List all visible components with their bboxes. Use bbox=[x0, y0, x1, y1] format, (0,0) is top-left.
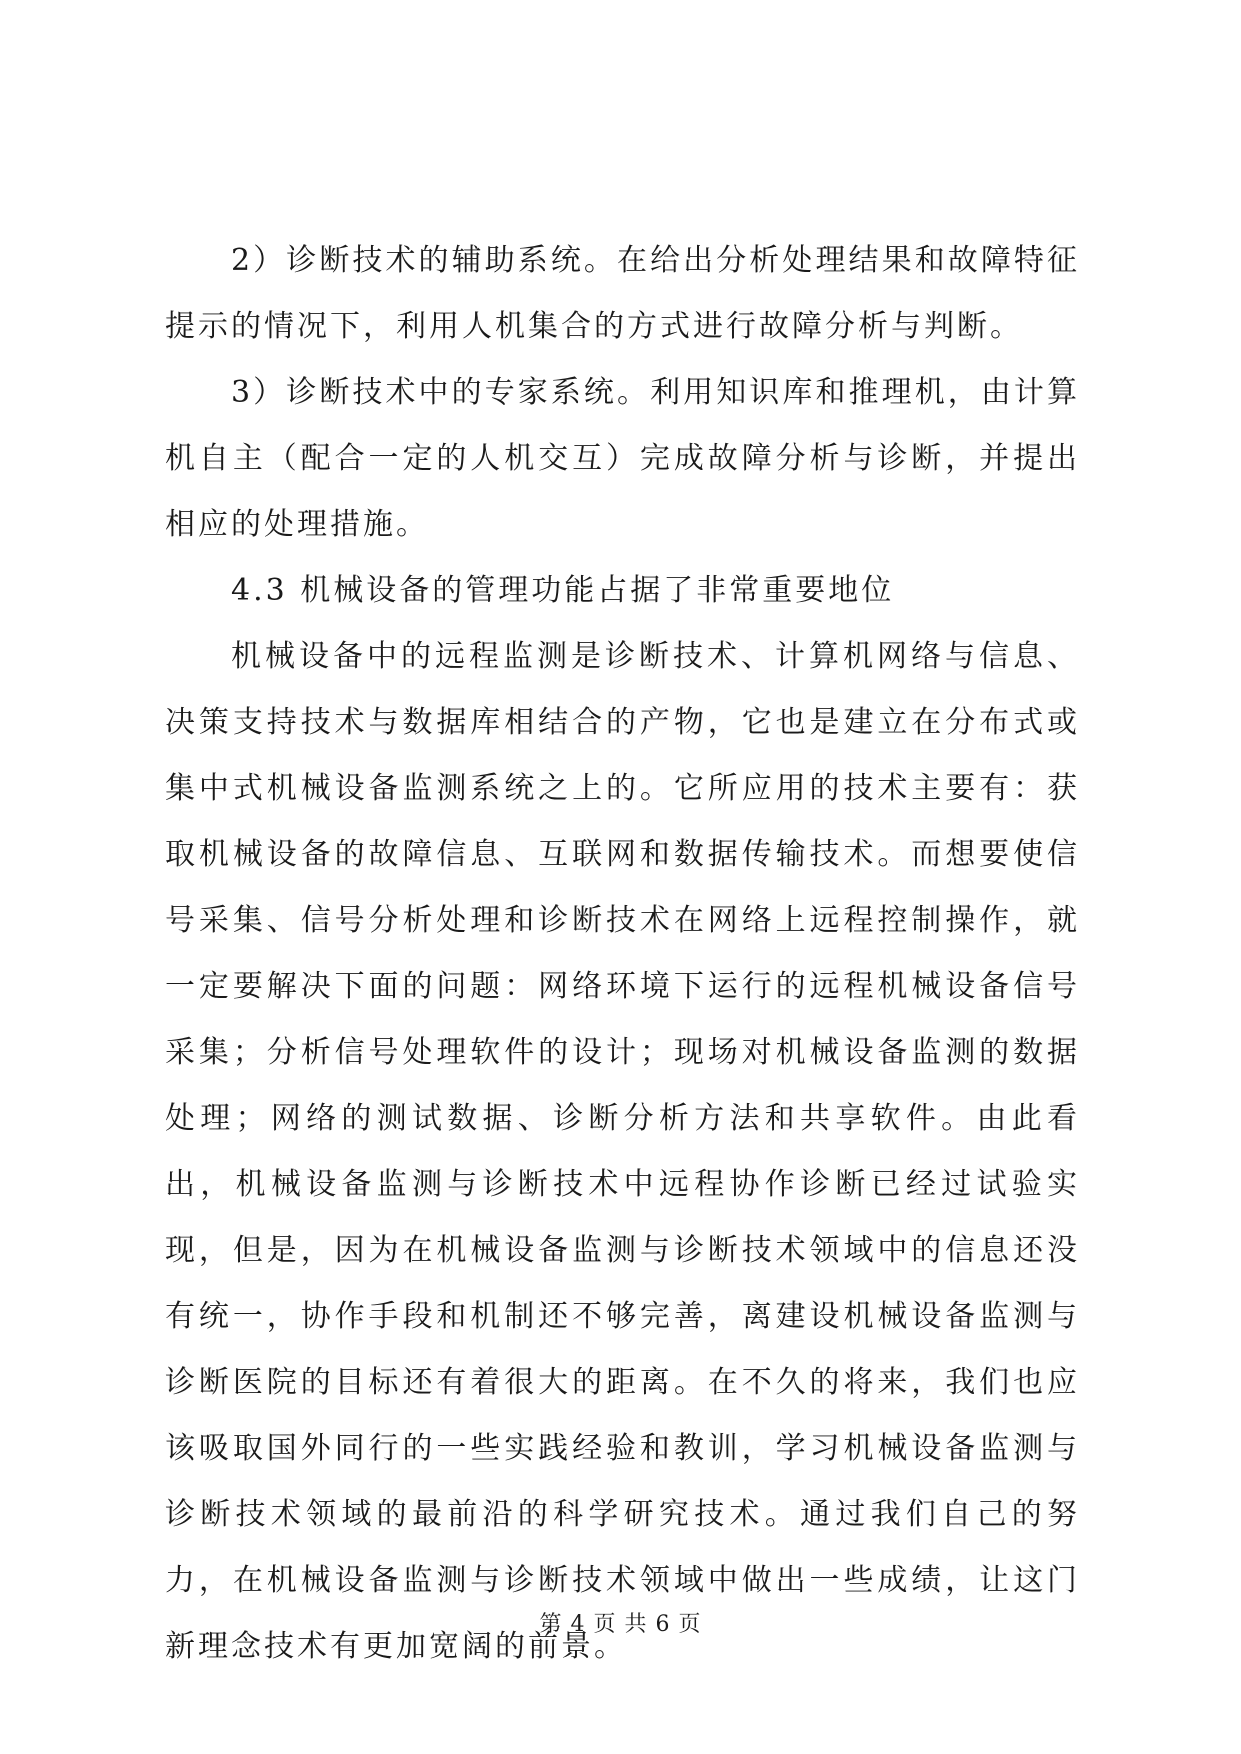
paragraph-diagnostic-assist-system: 2）诊断技术的辅助系统。在给出分析处理结果和故障特征提示的情况下，利用人机集合的方式进行故障分析与判断。 bbox=[165, 243, 1080, 344]
paragraph-expert-system: 3）诊断技术中的专家系统。利用知识库和推理机，由计算机自主（配合一定的人机交互）完成故障分析与诊断，并提出相应的处理措施。 bbox=[165, 375, 1080, 542]
section-heading-4-3: 4.3 机械设备的管理功能占据了非常重要地位 bbox=[231, 573, 895, 608]
paragraph-remote-monitoring: 机械设备中的远程监测是诊断技术、计算机网络与信息、决策支持技术与数据库相结合的产物，它也是建立在分布式或集中式机械设备监测系统之上的。它所应用的技术主要有：获取机械设备的故障信息、互联网和数据传输技术。而想要使信号采集、信号分析处理和诊断技术在网络上远程控制操作，就一定要解决下面的问题：网络环境下运行的远程机械设备信号采集；分析信号处理软件的设计；现场对机械设备监测的数据处理；网络的测试数据、诊断分析方法和共享软件。由此看出，机械设备监测与诊断技术中远程协作诊断已经过试验实现，但是，因为在机械设备监测与诊断技术领域中的信息还没有统一，协作手段和机制还不够完善，离建设机械设备监测与诊断医院的目标还有着很大的距离。在不久的将来，我们也应该吸取国外同行的一些实践经验和教训，学习机械设备监测与诊断技术领域的最前沿的科学研究技术。通过我们自己的努力，在机械设备监测与诊断技术领域中做出一些成绩，让这门新理念技术有更加宽阔的前景。 bbox=[165, 639, 1080, 1664]
page-number-footer: 第 4 页 共 6 页 bbox=[539, 1612, 702, 1637]
body-text bbox=[165, 228, 1080, 1680]
